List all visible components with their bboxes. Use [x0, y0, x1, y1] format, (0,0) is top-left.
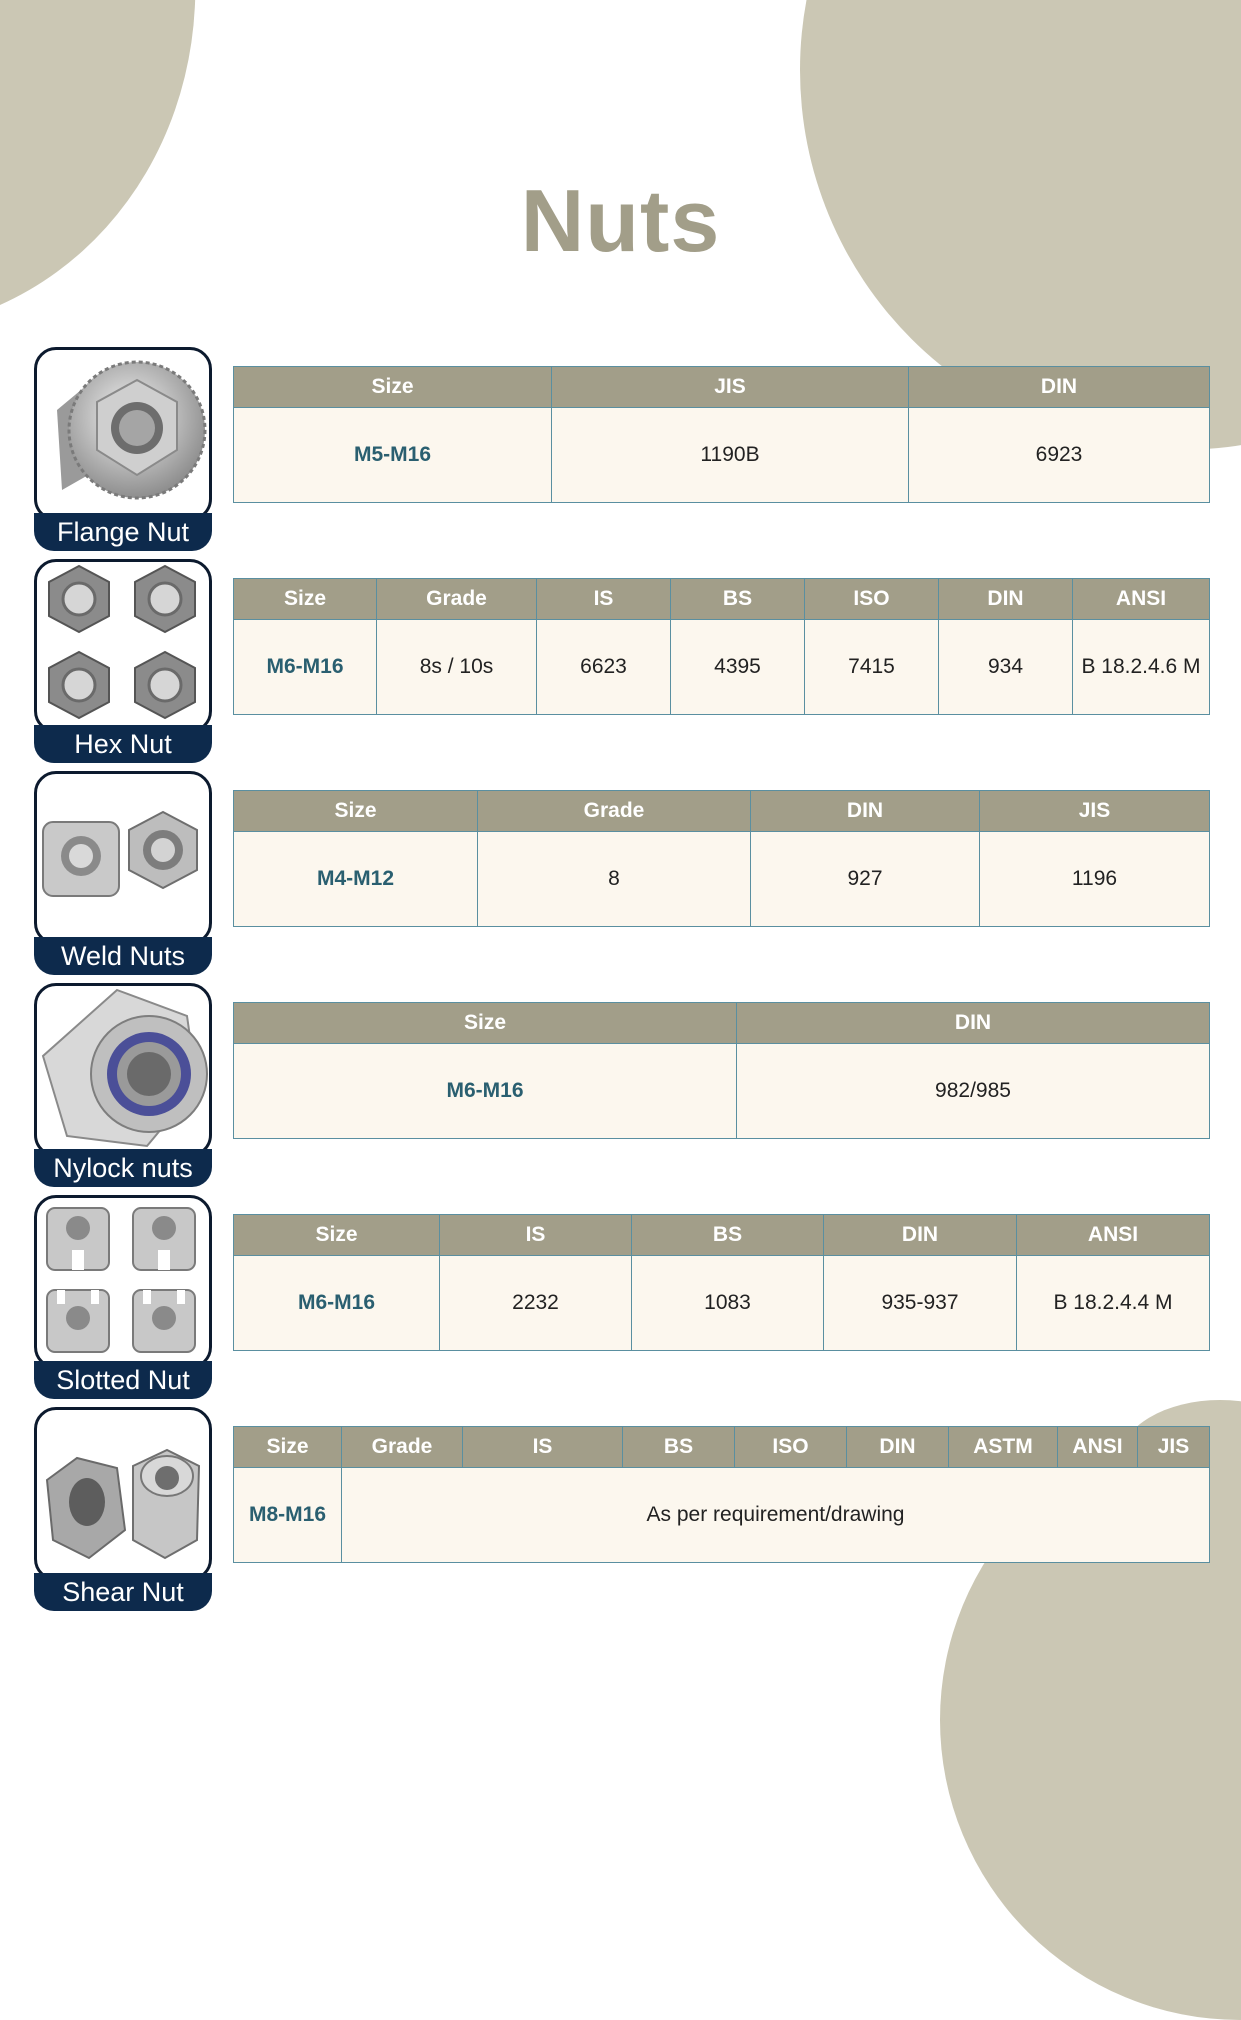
nylock-nut-photo	[34, 983, 212, 1157]
table-cell: 1190B	[552, 408, 909, 503]
table-cell: 934	[939, 620, 1073, 715]
size-cell: M4-M12	[234, 832, 478, 927]
column-header: BS	[632, 1215, 824, 1256]
table-header-row	[234, 1215, 1210, 1256]
hex-nut-photo	[34, 559, 212, 733]
product-label: Flange Nut	[34, 513, 212, 551]
table-header-row	[234, 367, 1210, 408]
table-cell: 1083	[632, 1256, 824, 1351]
table-cell: As per requirement/drawing	[342, 1468, 1210, 1563]
table-cell: 6623	[537, 620, 671, 715]
weld-nut-photo	[34, 771, 212, 945]
product-flange-nut	[34, 347, 212, 549]
table-row	[234, 1468, 1210, 1563]
product-label: Weld Nuts	[34, 937, 212, 975]
spec-table-hex-nut	[233, 578, 1210, 715]
table-row	[234, 832, 1210, 927]
table-cell: 982/985	[737, 1044, 1210, 1139]
column-header: DIN	[824, 1215, 1017, 1256]
spec-table-flange-nut	[233, 366, 1210, 503]
size-cell: M6-M16	[234, 620, 377, 715]
column-header: ANSI	[1073, 579, 1210, 620]
column-header: Size	[234, 1215, 440, 1256]
spec-table-nylock-nuts	[233, 1002, 1210, 1139]
flange-nut-photo	[34, 347, 212, 521]
page-title: Nuts	[520, 171, 721, 270]
column-header: IS	[537, 579, 671, 620]
column-header: DIN	[847, 1427, 949, 1468]
column-header: DIN	[751, 791, 980, 832]
column-header: ISO	[735, 1427, 847, 1468]
slotted-nut-photo	[34, 1195, 212, 1369]
table-cell: 1196	[980, 832, 1210, 927]
column-header: ISO	[805, 579, 939, 620]
column-header: DIN	[909, 367, 1210, 408]
product-label: Shear Nut	[34, 1573, 212, 1611]
column-header: Grade	[478, 791, 751, 832]
table-header-row	[234, 791, 1210, 832]
column-header: Size	[234, 791, 478, 832]
column-header: DIN	[737, 1003, 1210, 1044]
column-header: JIS	[552, 367, 909, 408]
column-header: ASTM	[949, 1427, 1058, 1468]
column-header: Grade	[342, 1427, 463, 1468]
table-cell: 2232	[440, 1256, 632, 1351]
size-cell: M8-M16	[234, 1468, 342, 1563]
table-header-row	[234, 579, 1210, 620]
size-cell: M6-M16	[234, 1044, 737, 1139]
table-cell: 4395	[671, 620, 805, 715]
column-header: Size	[234, 1427, 342, 1468]
table-cell: 8	[478, 832, 751, 927]
column-header: Size	[234, 579, 377, 620]
column-header: ANSI	[1058, 1427, 1138, 1468]
column-header: Grade	[377, 579, 537, 620]
spec-table-weld-nuts	[233, 790, 1210, 927]
column-header: IS	[440, 1215, 632, 1256]
product-label: Nylock nuts	[34, 1149, 212, 1187]
product-label: Slotted Nut	[34, 1361, 212, 1399]
table-cell: 6923	[909, 408, 1210, 503]
product-label: Hex Nut	[34, 725, 212, 763]
column-header: Size	[234, 367, 552, 408]
table-cell: 8s / 10s	[377, 620, 537, 715]
table-row	[234, 408, 1210, 503]
table-header-row	[234, 1427, 1210, 1468]
product-hex-nut	[34, 559, 212, 761]
table-row	[234, 620, 1210, 715]
table-cell: B 18.2.4.6 M	[1073, 620, 1210, 715]
column-header: BS	[671, 579, 805, 620]
column-header: ANSI	[1017, 1215, 1210, 1256]
spec-table-shear-nut	[233, 1426, 1210, 1563]
column-header: BS	[623, 1427, 735, 1468]
size-cell: M5-M16	[234, 408, 552, 503]
table-cell: B 18.2.4.4 M	[1017, 1256, 1210, 1351]
shear-nut-photo	[34, 1407, 212, 1581]
table-header-row	[234, 1003, 1210, 1044]
column-header: IS	[463, 1427, 623, 1468]
table-cell: 927	[751, 832, 980, 927]
table-cell: 935-937	[824, 1256, 1017, 1351]
column-header: JIS	[980, 791, 1210, 832]
product-shear-nut	[34, 1407, 212, 1609]
table-cell: 7415	[805, 620, 939, 715]
column-header: Size	[234, 1003, 737, 1044]
table-row	[234, 1044, 1210, 1139]
size-cell: M6-M16	[234, 1256, 440, 1351]
product-nylock-nuts	[34, 983, 212, 1185]
product-slotted-nut	[34, 1195, 212, 1397]
table-row	[234, 1256, 1210, 1351]
product-weld-nuts	[34, 771, 212, 973]
column-header: JIS	[1138, 1427, 1210, 1468]
spec-table-slotted-nut	[233, 1214, 1210, 1351]
column-header: DIN	[939, 579, 1073, 620]
